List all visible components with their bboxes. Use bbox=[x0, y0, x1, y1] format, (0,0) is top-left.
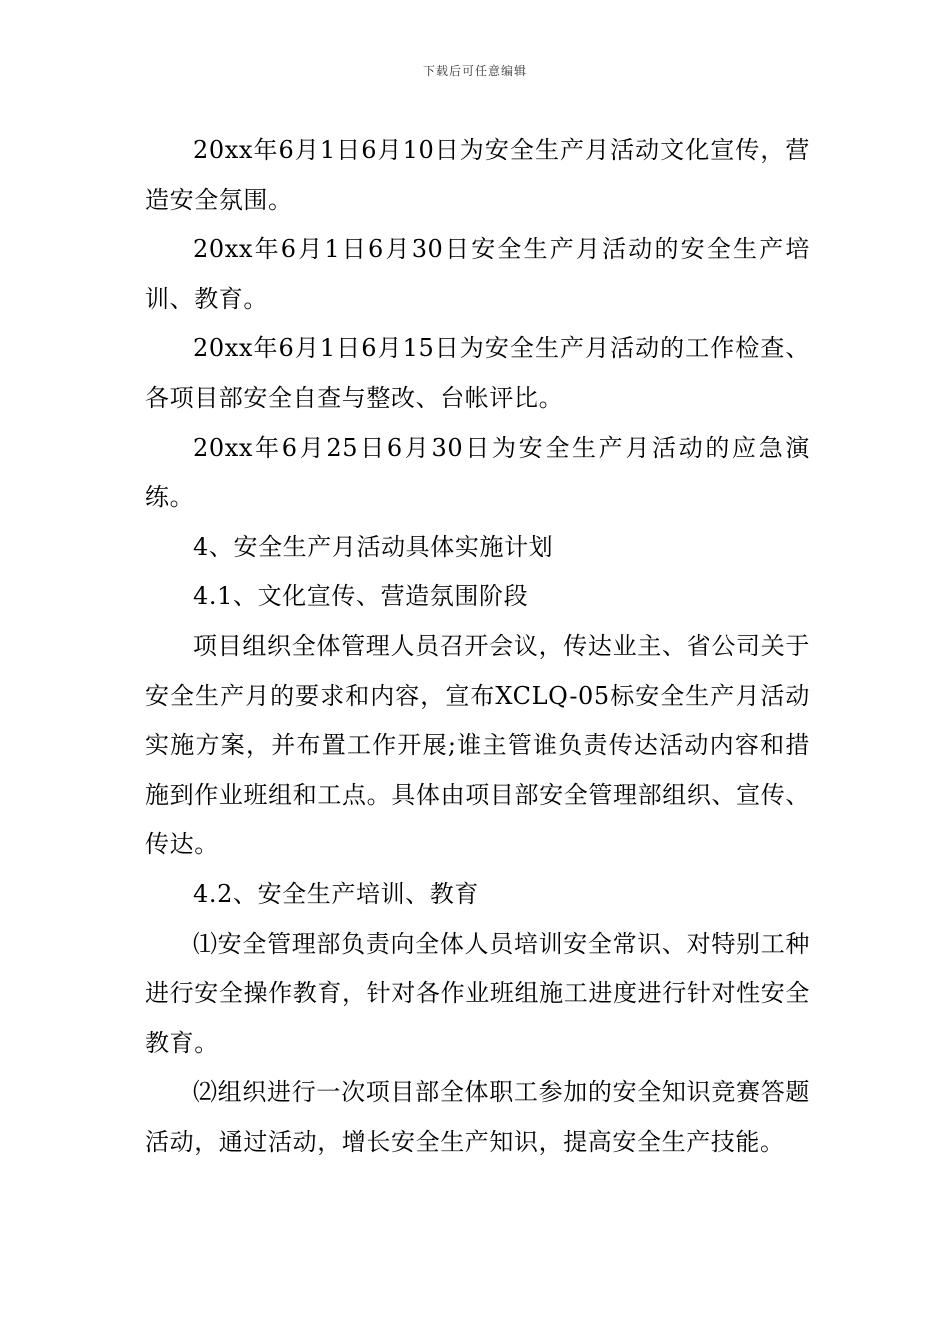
section-heading-4-1: 4.1、文化宣传、营造氛围阶段 bbox=[193, 582, 529, 611]
paragraph-training-item-2: ⑵组织进行一次项目部全体职工参加的安全知识竞赛答题活动，通过活动，增长安全生产知识，提高安全生产技能。 bbox=[145, 1078, 810, 1156]
document-body bbox=[145, 126, 810, 1167]
page-header-note: 下载后可任意编辑 bbox=[422, 64, 527, 78]
section-heading-4-2: 4.2、安全生产培训、教育 bbox=[193, 879, 479, 908]
paragraph-schedule-inspection: 20xx年6月1日6月15日为安全生产月活动的工作检查、各项目部安全自查与整改、台帐评比。 bbox=[145, 334, 810, 412]
paragraph-schedule-training: 20xx年6月1日6月30日安全生产月活动的安全生产培训、教育。 bbox=[145, 235, 810, 313]
section-heading-4: 4、安全生产月活动具体实施计划 bbox=[193, 532, 554, 561]
paragraph-schedule-drill: 20xx年6月25日6月30日为安全生产月活动的应急演练。 bbox=[145, 433, 810, 512]
paragraph-training-item-1: ⑴安全管理部负责向全体人员培训安全常识、对特别工种进行安全操作教育，针对各作业班组施工进度进行针对性安全教育。 bbox=[145, 929, 810, 1057]
paragraph-meeting: 项目组织全体管理人员召开会议，传达业主、省公司关于安全生产月的要求和内容，宣布XCLQ-05标安全生产月活动实施方案，并布置工作开展;谁主管谁负责传达活动内容和措施到作业班组和工点。具体由项目部安全管理部组织、宣传、传达。 bbox=[145, 631, 810, 859]
paragraph-schedule-publicity: 20xx年6月1日6月10日为安全生产月活动文化宣传，营造安全氛围。 bbox=[145, 136, 810, 214]
